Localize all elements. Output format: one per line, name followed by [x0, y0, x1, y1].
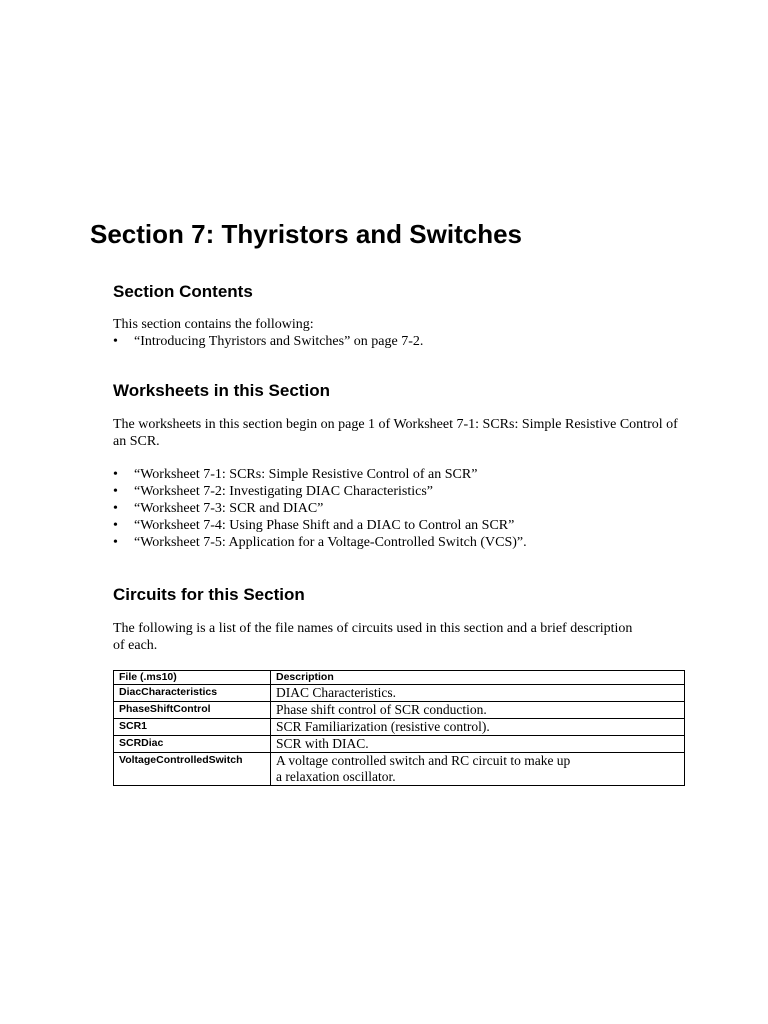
description-cell: SCR Familiarization (resistive control). — [271, 719, 685, 736]
bullet-icon: • — [113, 501, 118, 516]
section-contents-list — [113, 333, 688, 350]
description-cell: DIAC Characteristics. — [271, 685, 685, 702]
file-name-cell: VoltageControlledSwitch — [114, 753, 271, 786]
list-item — [113, 466, 688, 483]
section-title: Section 7: Thyristors and Switches — [90, 219, 522, 249]
worksheets-intro: The worksheets in this section begin on page 1 of Worksheet 7-1: SCRs: Simple Resistive Control of an SCR. — [113, 417, 678, 449]
column-header-file: File (.ms10) — [114, 671, 271, 685]
table-row — [114, 685, 685, 702]
bullet-icon: • — [113, 518, 118, 533]
file-name-cell: PhaseShiftControl — [114, 702, 271, 719]
list-item-text: “Worksheet 7-4: Using Phase Shift and a DIAC to Control an SCR” — [134, 518, 515, 533]
table-row — [114, 753, 685, 786]
circuits-table — [113, 670, 685, 786]
list-item-text: “Worksheet 7-5: Application for a Voltage-Controlled Switch (VCS)”. — [134, 535, 527, 550]
file-name-cell: SCR1 — [114, 719, 271, 736]
bullet-icon: • — [113, 467, 118, 482]
table-row — [114, 719, 685, 736]
column-header-description: Description — [271, 671, 685, 685]
description-cell: A voltage controlled switch and RC circuit to make up a relaxation oscillator. — [271, 753, 685, 786]
circuits-heading: Circuits for this Section — [113, 585, 305, 604]
table-row — [114, 702, 685, 719]
file-name-cell: DiacCharacteristics — [114, 685, 271, 702]
worksheets-heading: Worksheets in this Section — [113, 381, 330, 400]
list-item — [113, 333, 688, 350]
list-item — [113, 500, 688, 517]
file-name-cell: SCRDiac — [114, 736, 271, 753]
list-item — [113, 483, 688, 500]
list-item — [113, 534, 688, 551]
bullet-icon: • — [113, 484, 118, 499]
description-cell: Phase shift control of SCR conduction. — [271, 702, 685, 719]
bullet-icon: • — [113, 334, 118, 349]
list-item — [113, 517, 688, 534]
section-contents-heading: Section Contents — [113, 282, 253, 301]
table-header-row — [114, 671, 685, 685]
bullet-icon: • — [113, 535, 118, 550]
list-item-text: “Worksheet 7-1: SCRs: Simple Resistive Control of an SCR” — [134, 467, 478, 482]
circuits-intro: The following is a list of the file names of circuits used in this section and a brief description of each. — [113, 621, 633, 653]
worksheets-list — [113, 466, 688, 551]
list-item-text: “Worksheet 7-3: SCR and DIAC” — [134, 501, 324, 516]
section-contents-intro: This section contains the following: — [113, 317, 314, 332]
description-cell: SCR with DIAC. — [271, 736, 685, 753]
list-item-text: “Worksheet 7-2: Investigating DIAC Characteristics” — [134, 484, 434, 499]
table-row — [114, 736, 685, 753]
list-item-text: “Introducing Thyristors and Switches” on page 7-2. — [134, 334, 424, 349]
